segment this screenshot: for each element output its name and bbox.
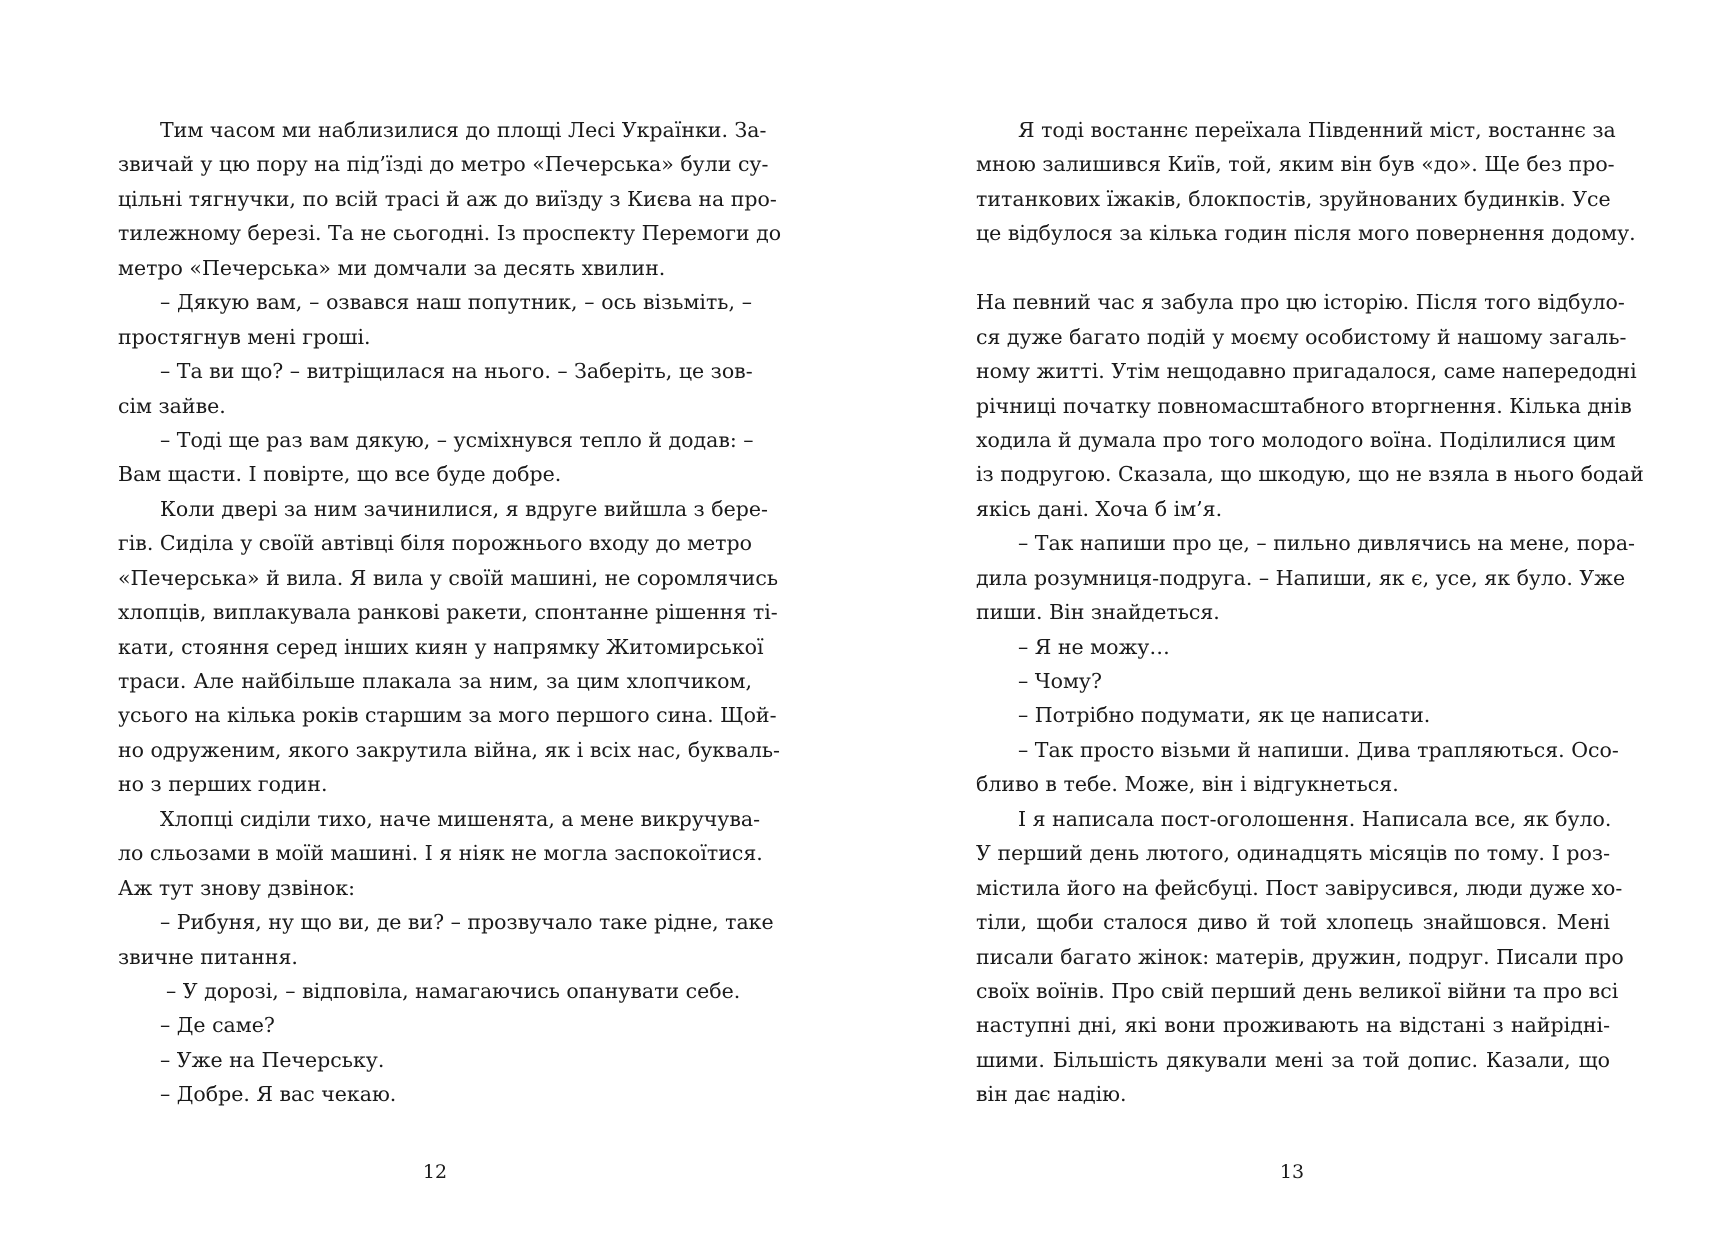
text-line: дила розумниця-подруга. – Напиши, як є, усе, як було. Уже — [976, 565, 1626, 590]
right-page — [856, 0, 1713, 1258]
text-line: хлопців, виплакувала ранкові ракети, спонтанне рішення ті- — [118, 600, 778, 625]
text-line: річниці початку повномасштабного вторгнення. Кілька днів — [976, 393, 1632, 418]
text-line: він дає надію. — [976, 1082, 1127, 1107]
text-line: – У дорозі, – відповіла, намагаючись опанувати себе. — [166, 978, 741, 1003]
text-line: титанкових їжаків, блокпостів, зруйнованих будинків. Усе — [976, 186, 1611, 211]
text-line: містила його на фейсбуці. Пост завірусився, люди дуже хо- — [976, 875, 1623, 900]
right-page-number: 13 — [1279, 1161, 1305, 1183]
text-line: но одруженим, якого закрутила війна, як і всіх нас, букваль- — [118, 737, 780, 762]
text-line: – Рибуня, ну що ви, де ви? – прозвучало таке рідне, таке — [160, 910, 774, 935]
text-line: метро «Печерська» ми домчали за десять хвилин. — [118, 255, 666, 280]
text-line: – Так просто візьми й напиши. Дива трапляються. Осо- — [1018, 737, 1619, 762]
text-line: мною залишився Київ, той, яким він був «до». Ще без про- — [976, 152, 1615, 177]
text-line: якісь дані. Хоча б ім’я. — [976, 496, 1223, 521]
text-line: – Чому? — [1018, 669, 1102, 693]
text-line: Тим часом ми наблизилися до площі Лесі Українки. За- — [160, 118, 767, 142]
text-line: ходила й думала про того молодого воїна. Поділилися цим — [976, 427, 1616, 452]
text-line: ному житті. Утім нещодавно пригадалося, саме напередодні — [976, 359, 1637, 384]
text-line: – Потрібно подумати, як це написати. — [1018, 703, 1431, 728]
text-line: звичай у цю пору на під’їзді до метро «Печерська» були су- — [118, 152, 769, 177]
text-line: пиши. Він знайдеться. — [976, 600, 1220, 625]
text-line: сім зайве. — [118, 393, 226, 418]
text-line: звичне питання. — [118, 944, 298, 969]
text-line: цільні тягнучки, по всій трасі й аж до виїзду з Києва на про- — [118, 186, 777, 211]
text-line: усього на кілька років старшим за мого першого сина. Щой- — [118, 703, 777, 728]
text-line: – Дякую вам, – озвався наш попутник, – ось візьміть, – — [160, 290, 752, 315]
blank-line — [976, 251, 1610, 285]
left-page-number: 12 — [422, 1161, 448, 1183]
text-line: гів. Сиділа у своїй автівці біля порожнього входу до метро — [118, 531, 752, 556]
text-line: шими. Більшість дякували мені за той допис. Казали, що — [976, 1047, 1610, 1072]
text-line: – Де саме? — [160, 1013, 275, 1038]
text-line: Я тоді востаннє переїхала Південний міст, востаннє за — [1018, 118, 1616, 142]
text-line: На певний час я забула про цю історію. Після того відбуло- — [976, 290, 1625, 315]
text-line: це відбулося за кілька годин після мого повернення додому. — [976, 221, 1636, 246]
text-line: кати, стояння серед інших киян у напрямку Житомирської — [118, 634, 764, 659]
text-line: «Печерська» й вила. Я вила у своїй машині, не соромлячись — [118, 565, 778, 590]
text-line: наступні дні, які вони проживають на відстані з найрідні- — [976, 1013, 1610, 1038]
text-line: траси. Але найбільше плакала за ним, за цим хлопчиком, — [118, 669, 752, 693]
text-line: ло сльозами в моїй машині. І я ніяк не могла заспокоїтися. — [118, 841, 763, 866]
text-line: своїх воїнів. Про свій перший день великої війни та про всі — [976, 978, 1619, 1003]
text-line: Коли двері за ним зачинилися, я вдруге вийшла з бере- — [160, 496, 768, 521]
text-line: тіли, щоби сталося диво й той хлопець знайшовся. Мені — [976, 910, 1610, 935]
text-line: писали багато жінок: матерів, дружин, подруг. Писали про — [976, 944, 1624, 969]
text-line: Хлопці сиділи тихо, наче мишенята, а мене викручува- — [160, 806, 761, 831]
left-page — [0, 0, 856, 1258]
text-line: У перший день лютого, одинадцять місяців по тому. І роз- — [976, 841, 1610, 866]
text-line: тилежному березі. Та не сьогодні. Із проспекту Перемоги до — [118, 221, 782, 246]
text-line: І я написала пост-оголошення. Написала все, як було. — [1018, 806, 1612, 831]
text-line: ся дуже багато подій у моєму особистому й нашому загаль- — [976, 324, 1627, 349]
right-page-text — [976, 113, 1644, 1112]
text-line: із подругою. Сказала, що шкодую, що не взяла в нього бодай — [976, 462, 1644, 487]
text-line: – Я не можу… — [1018, 634, 1170, 659]
text-line: – Добре. Я вас чекаю. — [160, 1082, 397, 1107]
text-line: Вам щасти. І повірте, що все буде добре. — [118, 462, 562, 487]
text-line: бливо в тебе. Може, він і відгукнеться. — [976, 772, 1399, 797]
text-line: – Так напиши про це, – пильно дивлячись на мене, пора- — [1018, 531, 1635, 556]
left-page-text — [118, 113, 782, 1112]
text-line: – Уже на Печерську. — [160, 1047, 385, 1072]
text-line: но з перших годин. — [118, 772, 328, 797]
text-line: Аж тут знову дзвінок: — [118, 875, 356, 900]
text-line: – Тоді ще раз вам дякую, – усміхнувся тепло й додав: – — [160, 427, 754, 452]
text-line: – Та ви що? – витріщилася на нього. – Заберіть, це зов- — [160, 359, 753, 384]
text-line: простягнув мені гроші. — [118, 324, 371, 349]
